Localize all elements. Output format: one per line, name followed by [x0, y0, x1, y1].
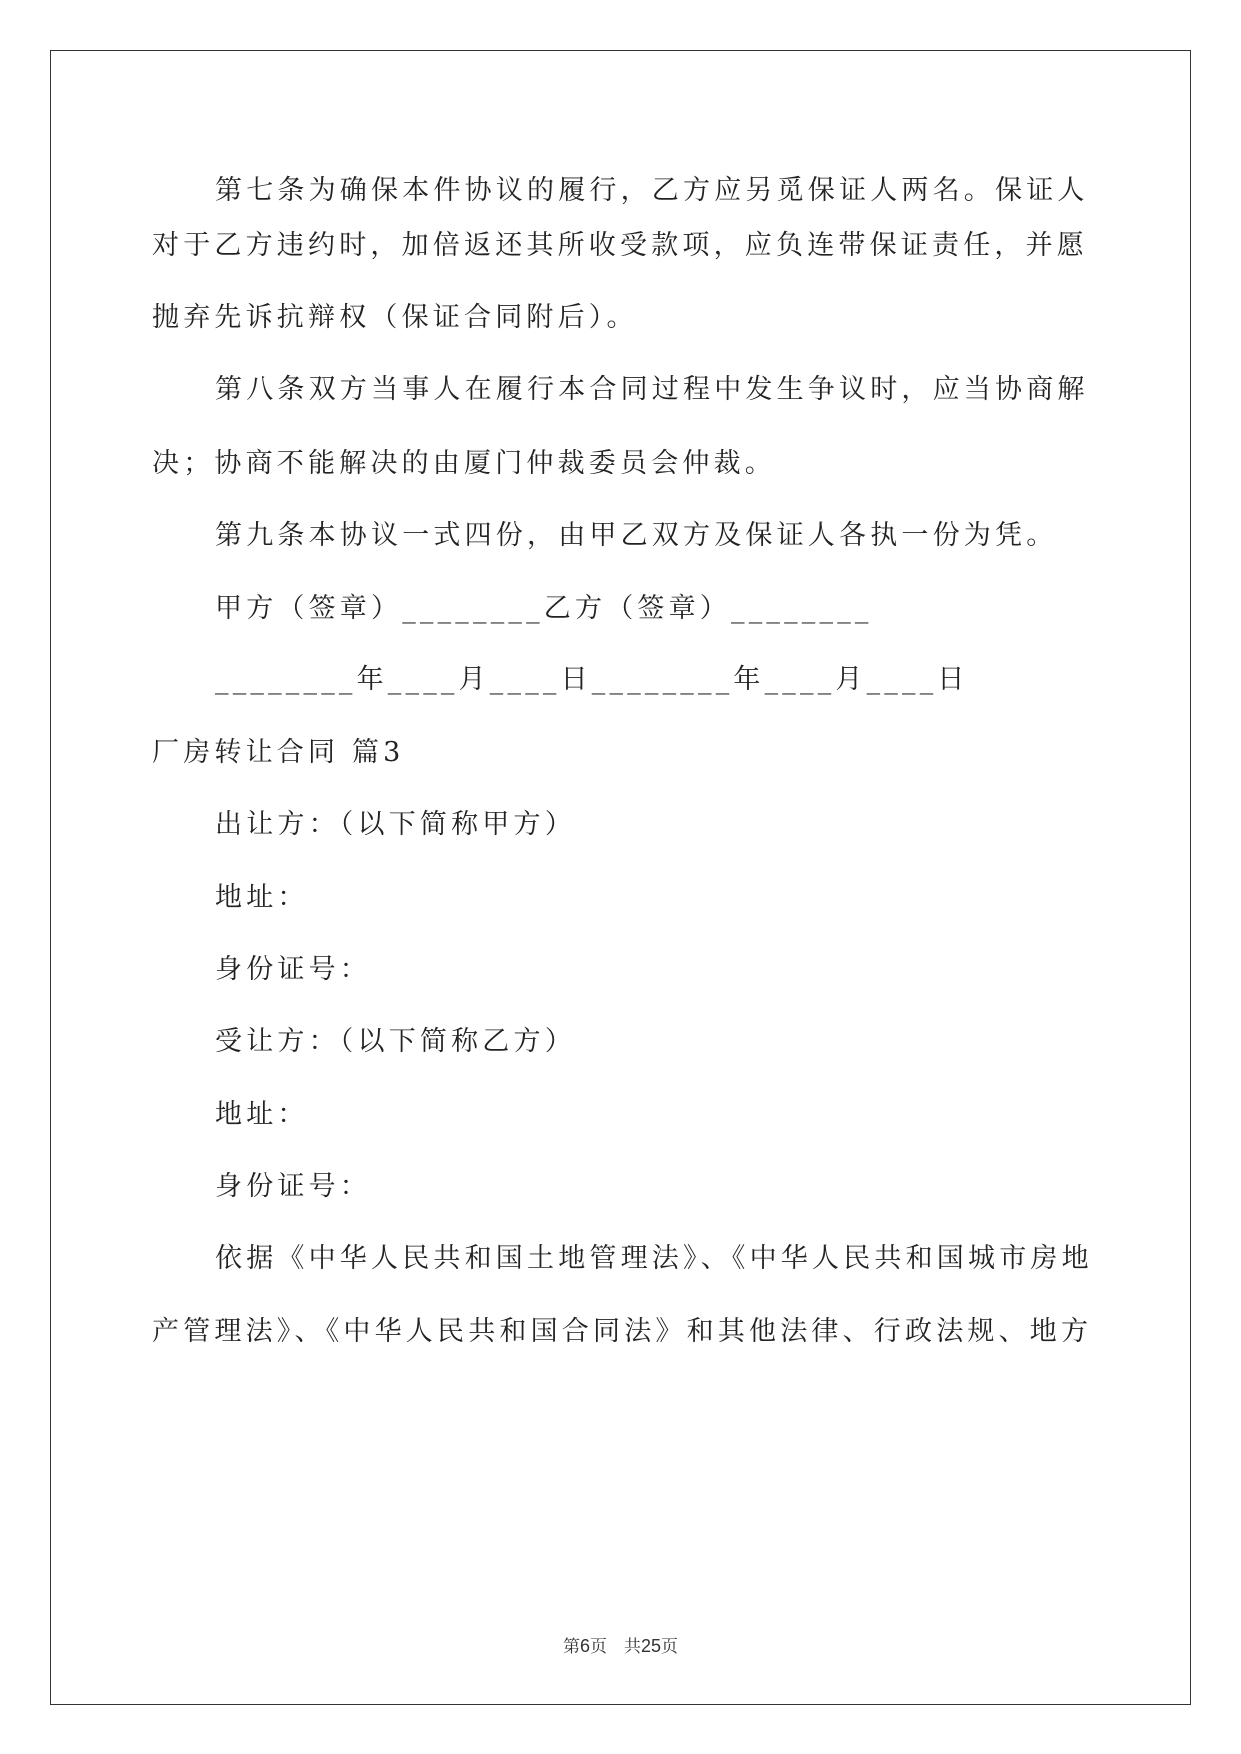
footer-prefix: 第	[562, 1637, 580, 1657]
transferee-label: 受让方：（以下简称乙方）	[215, 1026, 576, 1057]
transferor-id-label: 身份证号：	[215, 954, 371, 985]
transferor-label: 出让方：（以下简称甲方）	[215, 809, 576, 840]
article-8-line-1: 第八条双方当事人在履行本合同过程中发生争议时，应当协商解	[215, 374, 1089, 405]
footer-page-number: 6	[579, 1636, 590, 1656]
article-7-line-2: 对于乙方违约时，加倍返还其所收受款项，应负连带保证责任，并愿	[152, 230, 1088, 261]
footer-total-pages: 25	[640, 1636, 662, 1656]
legal-basis-line-1: 依据《中华人民共和国土地管理法》、《中华人民共和国城市房地	[215, 1243, 1093, 1274]
transferor-address-label: 地址：	[215, 882, 309, 913]
date-line: ________年____月____日________年____月____日	[215, 664, 969, 695]
page-footer	[0, 1635, 1241, 1658]
transferee-address-label: 地址：	[215, 1099, 309, 1130]
section-heading: 厂房转让合同 篇3	[152, 737, 405, 768]
signature-line: 甲方（签章）________乙方（签章）________	[215, 593, 873, 624]
article-7-line-1: 第七条为确保本件协议的履行，乙方应另觅保证人两名。保证人	[215, 175, 1089, 206]
article-7-line-3: 抛弃先诉抗辩权（保证合同附后）。	[152, 302, 638, 333]
footer-suffix: 页	[661, 1637, 679, 1657]
footer-mid: 页 共	[589, 1637, 641, 1657]
transferee-id-label: 身份证号：	[215, 1171, 371, 1202]
page-frame	[50, 50, 1191, 1705]
legal-basis-line-2: 产管理法》、《中华人民共和国合同法》和其他法律、行政法规、地方	[152, 1316, 1093, 1347]
article-9-line: 第九条本协议一式四份，由甲乙双方及保证人各执一份为凭。	[215, 520, 1058, 551]
article-8-line-2: 决；协商不能解决的由厦门仲裁委员会仲裁。	[152, 448, 776, 479]
